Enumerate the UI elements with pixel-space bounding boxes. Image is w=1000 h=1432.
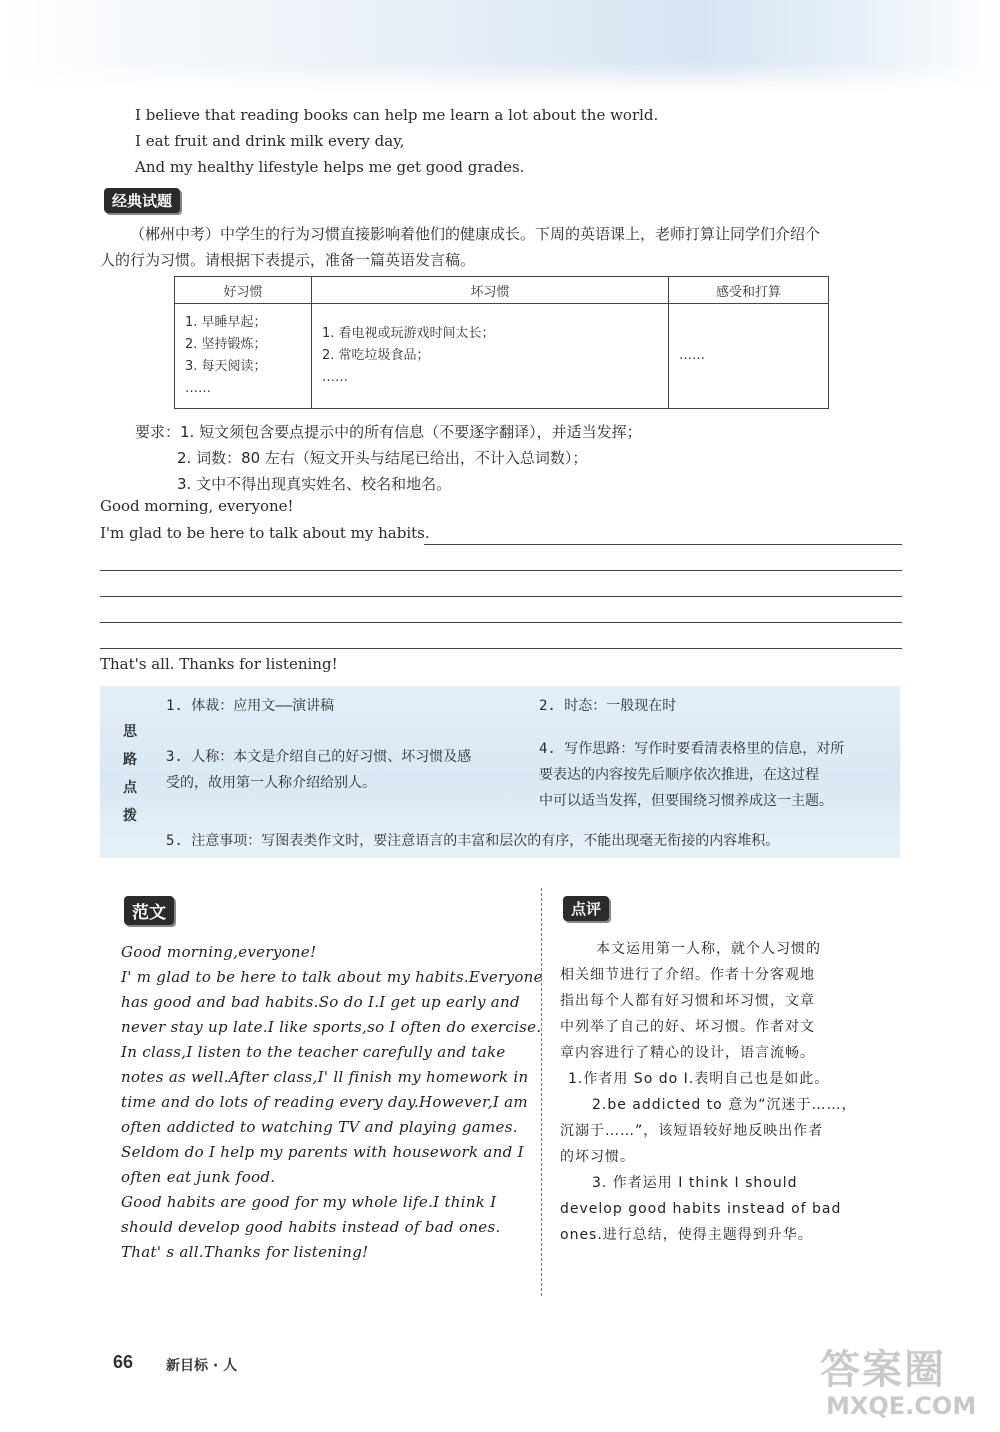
tip-tense: 2. 时态：一般现在时 [539,698,677,714]
intro-line-2: I eat fruit and drink milk every day, [135,132,405,150]
model-line: time and do lots of reading every day.However,I am [121,1093,528,1111]
answer-opening: I'm glad to be here to talk about my habits. [100,524,430,542]
model-line: has good and bad habits.So do I.I get up early and [121,993,520,1011]
writing-line[interactable] [100,596,902,597]
model-line: Seldom do I help my parents with housework and I [121,1143,524,1161]
good-habit-item: 2. 坚持锻炼； [185,337,267,352]
comment-line: 本文运用第一人称，就个人习惯的 [596,941,821,957]
comment-line: 中列举了自己的好、坏习惯。作者对文 [560,1019,815,1035]
answer-greeting: Good morning, everyone! [100,497,294,515]
comment-line: 指出每个人都有好习惯和坏习惯，文章 [560,993,815,1009]
comment-line: develop good habits instead of bad [560,1201,842,1217]
answer-closing: That's all. Thanks for listening! [100,655,338,673]
good-habit-item: 3. 每天阅读； [185,359,267,374]
top-decorative-band [0,0,1000,92]
watermark-logo: 答案圈 [820,1347,946,1393]
bad-habits-cell [312,304,669,409]
model-line: Good morning,everyone! [121,943,317,961]
model-line: That' s all.Thanks for listening! [121,1243,369,1261]
model-line: I' m glad to be here to talk about my habits.Everyone [121,968,543,986]
header-feelings-plans: 感受和打算 [669,277,829,304]
tip-approach-line-3: 中可以适当发挥，但要围绕习惯养成这一主题。 [539,793,833,809]
header-bad-habits: 坏习惯 [312,277,669,304]
tip-person-line-1: 3. 人称：本文是介绍自己的好习惯、坏习惯及感 [166,749,472,765]
bad-habit-item: 1. 看电视或玩游戏时间太长； [322,326,495,341]
writing-line[interactable] [100,622,902,623]
writing-line[interactable] [424,544,902,545]
model-line: should develop good habits instead of bad ones. [121,1218,501,1236]
intro-line-1: I believe that reading books can help me learn a lot about the world. [135,106,659,124]
comment-tag: 点评 [563,896,609,921]
model-essay-text [121,940,543,1265]
model-essay-tag: 范文 [124,896,174,925]
tip-genre: 1. 体裁：应用文——演讲稿 [166,698,335,714]
model-line: Good habits are good for my whole life.I think I [121,1193,497,1211]
model-line: often eat junk food. [121,1168,276,1186]
column-divider [541,888,542,1296]
question-line-2: 人的行为习惯。请根据下表提示，准备一篇英语发言稿。 [100,251,476,269]
comment-line: 相关细节进行了介绍。作者十分客观地 [560,967,815,983]
good-habit-item: …… [185,381,211,396]
header-good-habits: 好习惯 [175,277,312,304]
writing-line[interactable] [100,570,902,571]
comment-line: 3. 作者运用 I think I should [592,1175,798,1191]
comment-line: ones.进行总结，使得主题得到升华。 [560,1227,813,1243]
comment-line: 沉溺于……”，该短语较好地反映出作者 [560,1123,824,1139]
intro-line-3: And my healthy lifestyle helps me get good grades. [135,158,525,176]
comment-line: 2.be addicted to 意为“沉迷于……， [592,1097,857,1113]
comment-line: 1.作者用 So do I.表明自己也是如此。 [568,1071,830,1087]
model-line: often addicted to watching TV and playing games. [121,1118,518,1136]
tip-person-line-2: 受的，故用第一人称介绍给别人。 [166,775,376,791]
tip-approach-line-2: 要表达的内容按先后顺序依次推进，在这过程 [539,767,819,783]
model-line: never stay up late.I like sports,so I often do exercise. [121,1018,542,1036]
habits-table [174,276,829,409]
good-habit-item: 1. 早睡早起； [185,315,267,330]
watermark-url: MXQE.COM [826,1392,977,1420]
bad-habit-item: …… [322,370,348,385]
tip-approach-line-1: 4. 写作思路：写作时要看清表格里的信息，对所 [539,741,845,757]
requirement-1: 要求：1. 短文须包含要点提示中的所有信息（不要逐字翻译），并适当发挥； [135,423,642,441]
section-tag-classic-questions: 经典试题 [104,188,180,213]
requirement-2: 2. 词数：80 左右（短文开头与结尾已给出，不计入总词数）； [177,449,588,467]
feelings-cell [669,304,829,409]
requirement-3: 3. 文中不得出现真实姓名、校名和地名。 [177,475,452,493]
writing-line[interactable] [100,648,902,649]
question-line-1: （郴州中考）中学生的行为习惯直接影响着他们的健康成长。下周的英语课上，老师打算让同学们介绍个 [130,225,821,243]
model-line: In class,I listen to the teacher carefully and take [121,1043,506,1061]
bad-habit-item: 2. 常吃垃圾食品； [322,348,430,363]
model-line: notes as well.After class,I' ll finish my homework in [121,1068,529,1086]
comment-text [560,936,856,1248]
good-habits-cell [175,304,312,409]
feelings-item: …… [679,348,705,363]
tips-side-label: 思 路 点 拨 [123,724,137,824]
book-title: 新目标 · 人 [166,1358,238,1374]
comment-line: 章内容进行了精心的设计，语言流畅。 [560,1045,815,1061]
page-number: 66 [113,1352,134,1372]
tip-notes: 5. 注意事项：写图表类作文时，要注意语言的丰富和层次的有序，不能出现毫无衔接的内容堆积。 [166,833,780,849]
comment-line: 的坏习惯。 [560,1149,635,1165]
